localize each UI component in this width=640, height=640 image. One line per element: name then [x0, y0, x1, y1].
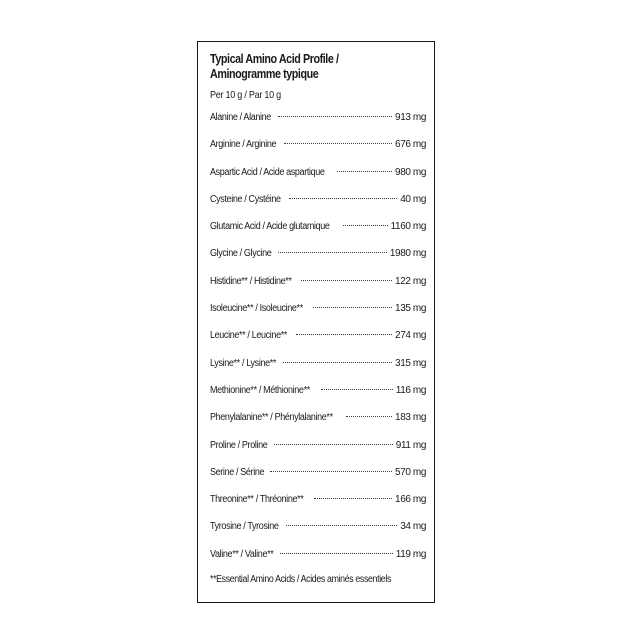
dot-leader — [321, 389, 393, 390]
amino-name: Aspartic Acid / Acide aspartique — [210, 166, 325, 178]
amino-value: 119 mg — [395, 548, 426, 560]
dot-leader — [337, 171, 392, 172]
amino-value: 40 mg — [400, 193, 426, 205]
amino-row-histidine — [210, 276, 426, 303]
amino-value: 166 mg — [395, 494, 426, 506]
amino-value: 122 mg — [395, 275, 426, 287]
dot-leader — [284, 143, 392, 144]
amino-row-glycine — [210, 248, 426, 275]
amino-row-glutamic-acid — [210, 221, 426, 248]
amino-name: Leucine** / Leucine** — [210, 330, 288, 342]
amino-name: Cysteine / Cystéine — [210, 193, 281, 205]
title-line-2: Aminogramme typique — [210, 67, 319, 81]
amino-value: 315 mg — [395, 357, 426, 369]
amino-row-proline — [210, 440, 426, 467]
amino-row-serine — [210, 467, 426, 494]
amino-name: Isoleucine** / Isoleucine** — [210, 303, 303, 315]
serving-subtitle: Per 10 g / Par 10 g — [210, 89, 281, 101]
dot-leader — [313, 307, 392, 308]
amino-name: Threonine** / Thréonine** — [210, 494, 304, 506]
amino-value: 34 mg — [400, 521, 426, 533]
amino-row-phenylalanine — [210, 412, 426, 439]
dot-leader — [270, 471, 392, 472]
amino-acid-profile-panel — [197, 41, 435, 603]
dot-leader — [343, 225, 388, 226]
title-line-1: Typical Amino Acid Profile / — [210, 52, 339, 66]
amino-value: 135 mg — [395, 303, 426, 315]
amino-value: 1980 mg — [389, 248, 426, 260]
amino-row-leucine — [210, 330, 426, 357]
amino-name: Proline / Proline — [210, 439, 268, 451]
amino-row-alanine — [210, 112, 426, 139]
dot-leader — [274, 444, 393, 445]
amino-name: Valine** / Valine** — [210, 548, 274, 560]
amino-value: 183 mg — [395, 412, 426, 424]
amino-row-lysine — [210, 358, 426, 385]
amino-name: Lysine** / Lysine** — [210, 357, 277, 369]
dot-leader — [314, 498, 392, 499]
amino-row-aspartic-acid — [210, 167, 426, 194]
dot-leader — [301, 280, 392, 281]
amino-acid-list — [210, 112, 426, 576]
amino-name: Arginine / Arginine — [210, 139, 277, 151]
amino-value: 911 mg — [395, 439, 426, 451]
dot-leader — [289, 198, 398, 199]
amino-row-methionine — [210, 385, 426, 412]
dot-leader — [278, 252, 387, 253]
amino-row-cysteine — [210, 194, 426, 221]
dot-leader — [283, 362, 392, 363]
amino-value: 274 mg — [395, 330, 426, 342]
amino-row-arginine — [210, 139, 426, 166]
amino-name: Methionine** / Méthionine** — [210, 384, 310, 396]
amino-name: Histidine** / Histidine** — [210, 275, 292, 287]
amino-name: Tyrosine / Tyrosine — [210, 521, 279, 533]
dot-leader — [286, 525, 397, 526]
essential-amino-acids-footnote: **Essential Amino Acids / Acides aminés essentiels — [210, 574, 391, 585]
amino-row-isoleucine — [210, 303, 426, 330]
amino-name: Glycine / Glycine — [210, 248, 272, 260]
amino-value: 980 mg — [395, 166, 426, 178]
amino-name: Glutamic Acid / Acide glutamique — [210, 221, 330, 233]
dot-leader — [278, 116, 392, 117]
amino-row-valine — [210, 549, 426, 576]
amino-value: 676 mg — [395, 139, 426, 151]
amino-row-threonine — [210, 494, 426, 521]
amino-row-tyrosine — [210, 521, 426, 548]
amino-name: Alanine / Alanine — [210, 112, 271, 123]
amino-value: 570 mg — [395, 466, 426, 478]
amino-value: 913 mg — [395, 112, 426, 123]
amino-value: 1160 mg — [390, 221, 426, 233]
amino-name: Phenylalanine** / Phénylalanine** — [210, 412, 333, 424]
dot-leader — [280, 553, 392, 554]
amino-value: 116 mg — [395, 384, 426, 396]
dot-leader — [296, 334, 392, 335]
panel-title — [210, 52, 339, 82]
amino-name: Serine / Sérine — [210, 466, 265, 478]
dot-leader — [346, 416, 392, 417]
